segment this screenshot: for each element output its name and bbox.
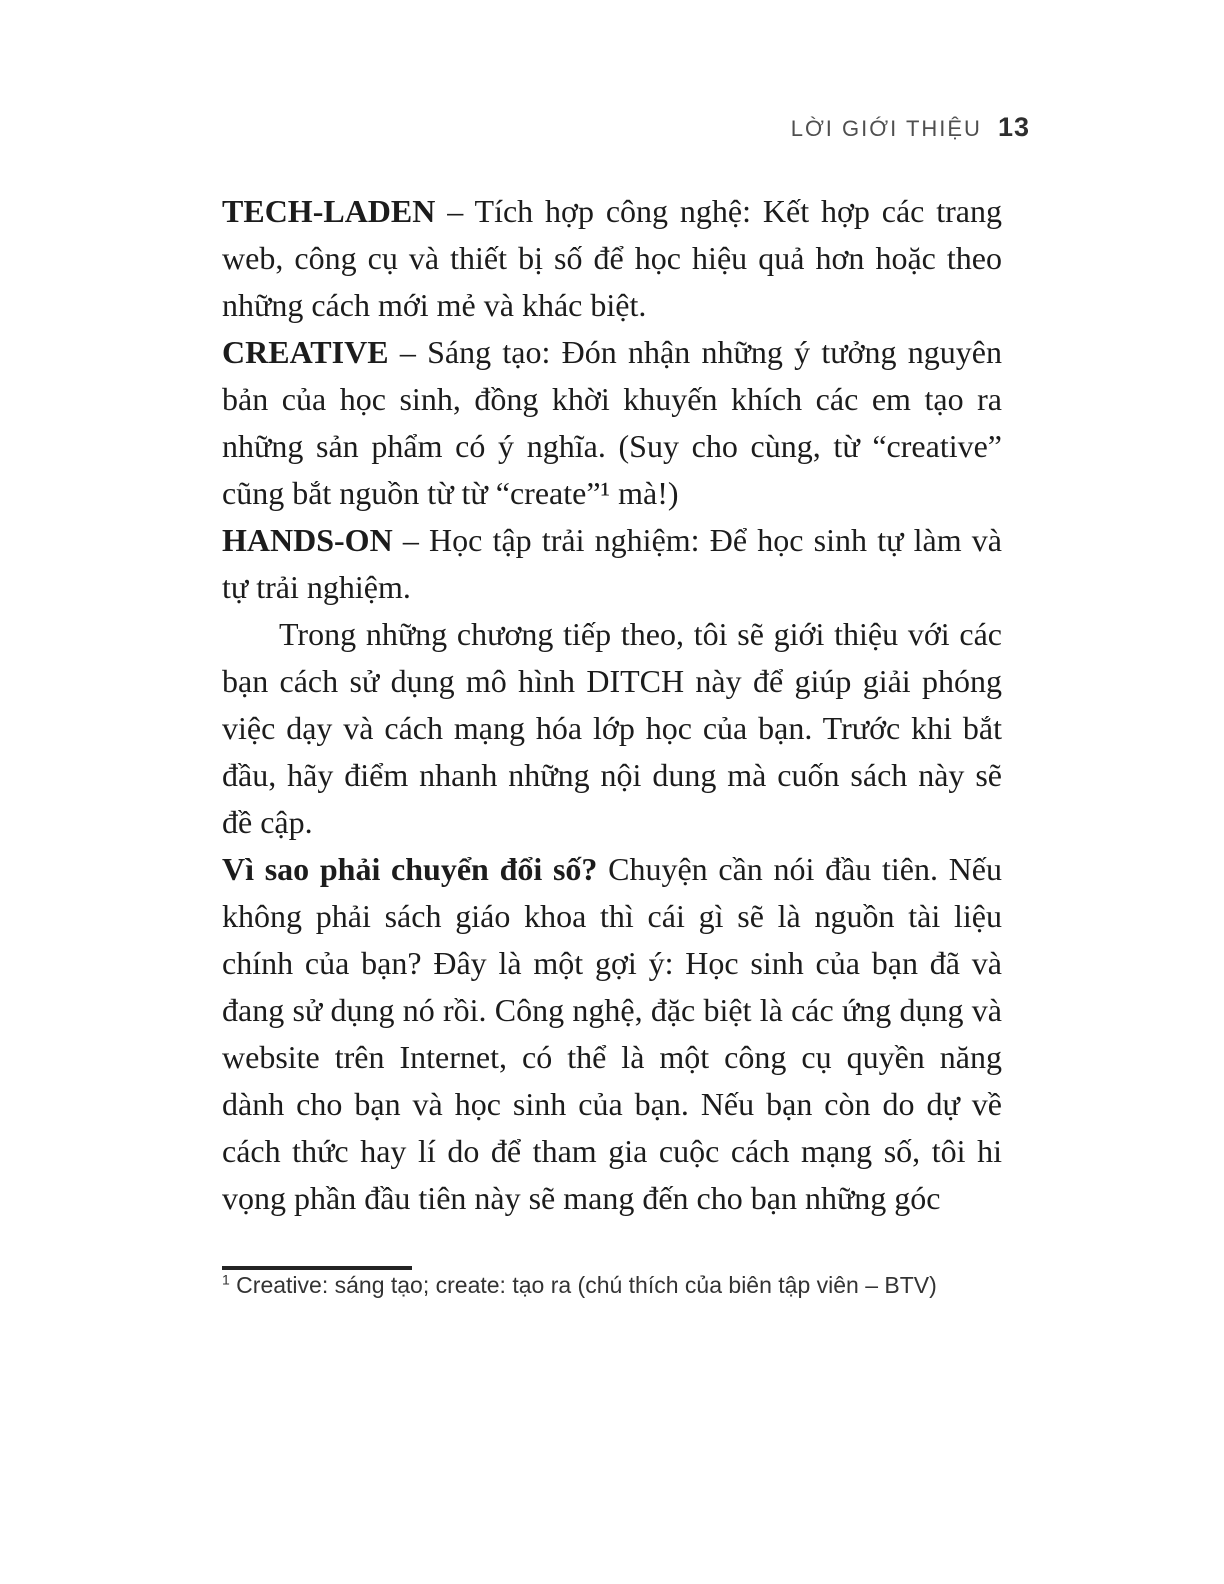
definition-tech-laden — [222, 188, 1002, 329]
definition-hands-on — [222, 517, 1002, 611]
footnote-text: Creative: sáng tạo; create: tạo ra (chú thích của biên tập viên – BTV) — [229, 1272, 937, 1298]
section-title: LỜI GIỚI THIỆU — [790, 116, 982, 141]
page-number: 13 — [997, 112, 1030, 142]
definition-text: – Học tập trải nghiệm: Để học sinh tự làm và tự trải nghiệm. — [222, 522, 1002, 605]
footnote-marker: 1 — [222, 1271, 230, 1288]
definition-text: – Tích hợp công nghệ: Kết hợp các trang web, công cụ và thiết bị số để học hiệu quả hơn hoặc theo những cách mới mẻ và khác biệt. — [222, 193, 1002, 323]
paragraph-text: Chuyện cần nói đầu tiên. Nếu không phải sách giáo khoa thì cái gì sẽ là nguồn tài liệu chính của bạn? Đây là một gợi ý: Học sinh của bạn đã và đang sử dụng nó rồi. Công nghệ, đặc biệt là các ứng dụng và website trên Internet, có thể là một công cụ quyền năng dành cho bạn và học sinh của bạn. Nếu bạn còn do dự về cách thức hay lí do để tham gia cuộc cách mạng số, tôi hi vọng phần đầu tiên này sẽ mang đến cho bạn những góc — [222, 851, 1003, 1216]
definition-term: TECH-LADEN — [222, 193, 436, 229]
definition-text: – Sáng tạo: Đón nhận những ý tưởng nguyên bản của học sinh, đồng khời khuyến khích các em tạo ra những sản phẩm có ý nghĩa. (Suy cho cùng, từ “creative” cũng bắt nguồn từ từ “create”¹ mà!) — [222, 334, 1002, 511]
page-body — [222, 188, 1002, 1300]
definition-term: HANDS-ON — [222, 522, 393, 558]
body-paragraph-transition: Trong những chương tiếp theo, tôi sẽ giới thiệu với các bạn cách sử dụng mô hình DITCH này để giúp giải phóng việc dạy và cách mạng hóa lớp học của bạn. Trước khi bắt đầu, hãy điểm nhanh những nội dung mà cuốn sách này sẽ đề cập. — [222, 616, 1002, 840]
body-paragraph-why-digital — [222, 846, 1002, 1222]
definition-term: CREATIVE — [222, 334, 389, 370]
footnote — [222, 1270, 1002, 1300]
definition-creative — [222, 329, 1002, 517]
paragraph-lead-question: Vì sao phải chuyển đổi số? — [222, 851, 598, 887]
running-header — [0, 112, 1030, 143]
